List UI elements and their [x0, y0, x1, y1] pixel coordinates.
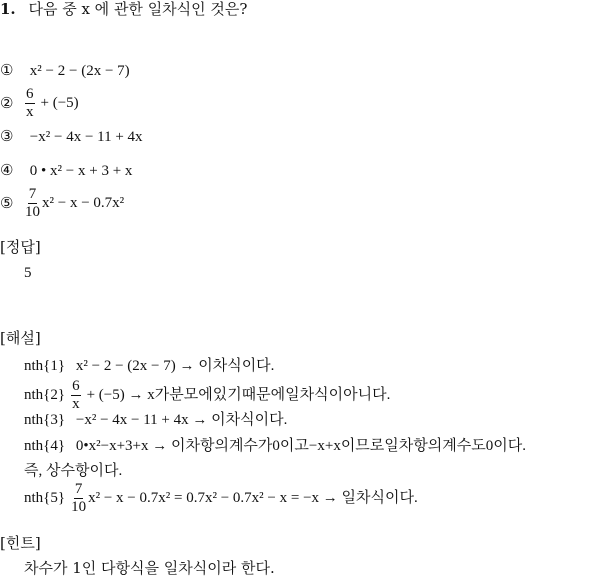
hint-text: 차수가 1인 다항식을 일차식이라 한다.	[24, 559, 275, 577]
question-number: 1.	[0, 0, 16, 18]
option-3-marker: ③	[0, 127, 14, 145]
explanation-2-numerator: 6	[72, 377, 80, 394]
option-5-expression: x² − x − 0.7x²	[42, 194, 125, 211]
explanation-line-2	[24, 376, 390, 414]
option-2	[0, 84, 79, 122]
option-1-marker: ①	[0, 61, 14, 79]
option-1	[0, 63, 130, 79]
answer-label: [정답]	[0, 238, 41, 256]
explanation-text-3: −x² − 4x − 11 + 4x → 이차식이다.	[75, 412, 288, 428]
option-5-marker: ⑤	[0, 193, 14, 212]
option-2-denominator: x	[26, 103, 34, 120]
option-3	[0, 129, 143, 145]
explanation-tag-3: nth{3}	[24, 412, 66, 428]
option-2-expression: + (−5)	[40, 94, 79, 111]
option-1-expression: x² − 2 − (2x − 7)	[29, 63, 130, 79]
explanation-line-1	[24, 358, 274, 374]
explanation-text-5: 즉, 상수항이다.	[24, 463, 123, 479]
option-5-denominator: 10	[25, 203, 40, 220]
option-2-marker: ②	[0, 93, 14, 112]
explanation-2-fraction	[71, 379, 81, 412]
option-5-numerator: 7	[28, 185, 37, 202]
question-text: 다음 중 x 에 관한 일차식인 것은?	[28, 0, 248, 18]
explanation-2-denominator: x	[72, 395, 80, 412]
option-3-expression: −x² − 4x − 11 + 4x	[29, 129, 143, 145]
option-5	[0, 183, 124, 223]
explanation-6-fraction	[71, 482, 86, 515]
explanation-line-6	[24, 478, 418, 518]
explanation-tag-2: nth{2}	[24, 386, 66, 403]
explanation-text-2: + (−5) → x가분모에있기때문에일차식이아니다.	[86, 386, 391, 403]
explanation-tag-6: nth{5}	[24, 489, 66, 506]
option-2-fraction	[25, 87, 35, 120]
question-header	[0, 2, 247, 17]
option-2-numerator: 6	[26, 85, 34, 102]
answer-value: 5	[24, 265, 32, 281]
explanation-line-3	[24, 412, 287, 428]
explanation-line-5	[24, 463, 122, 479]
explanation-6-denominator: 10	[71, 498, 87, 515]
option-4-expression: 0 • x² − x + 3 + x	[29, 163, 133, 179]
explanation-text-4: 0•x²−x+3+x → 이차항의계수가0이고−x+x이므로일차항의계수도0이다.	[75, 438, 526, 454]
hint-label: [힌트]	[0, 534, 41, 552]
explanation-tag-4: nth{4}	[24, 438, 66, 454]
explanation-label: [해설]	[0, 329, 41, 347]
explanation-text-6: x² − x − 0.7x² = 0.7x² − 0.7x² − x = −x → 일차식이다.	[88, 489, 418, 506]
option-4	[0, 163, 132, 179]
explanation-text-1: x² − 2 − (2x − 7) → 이차식이다.	[75, 358, 275, 374]
explanation-tag-1: nth{1}	[24, 358, 66, 374]
option-4-marker: ④	[0, 161, 14, 179]
option-5-fraction	[25, 187, 40, 220]
explanation-line-4	[24, 438, 526, 454]
explanation-6-numerator: 7	[74, 480, 83, 497]
